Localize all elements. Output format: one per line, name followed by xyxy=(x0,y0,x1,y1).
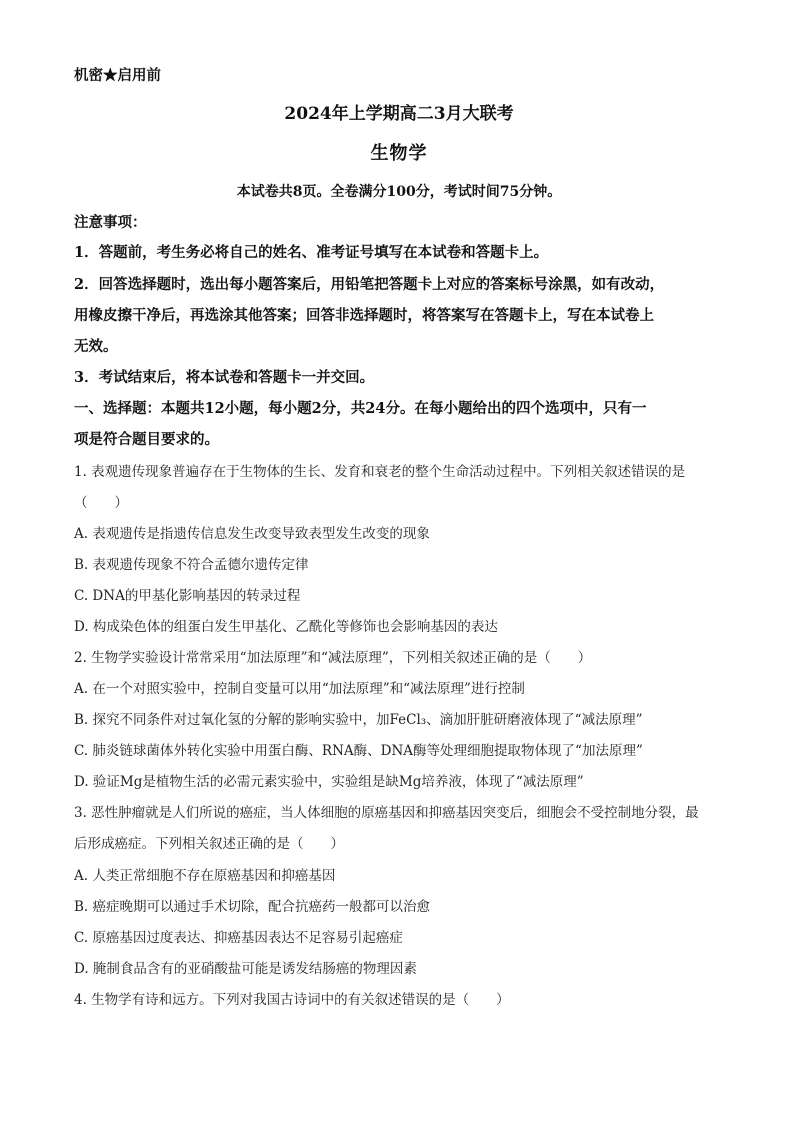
q3-option-c: C. 原癌基因过度表达、抑癌基因表达不足容易引起癌症 xyxy=(74,930,403,946)
q2-option-b: B. 探究不同条件对过氧化氢的分解的影响实验中，加FeCl₃、滴加肝脏研磨液体现了“减法原理” xyxy=(74,712,643,728)
exam-info: 本试卷共8页。全卷满分100分，考试时间75分钟。 xyxy=(236,184,562,200)
notice-item-2-line-2: 用橡皮擦干净后，再选涂其他答案；回答非选择题时，将答案写在答题卡上，写在本试卷上 xyxy=(74,307,654,324)
q2-option-a: A. 在一个对照实验中，控制自变量可以用“加法原理”和“减法原理”进行控制 xyxy=(74,681,525,697)
q1-option-d: D. 构成染色体的组蛋白发生甲基化、乙酰化等修饰也会影响基因的表达 xyxy=(74,619,498,635)
q2-stem: 2. 生物学实验设计常常采用“加法原理”和“减法原理”，下列相关叙述正确的是（ ） xyxy=(74,650,592,666)
confidential-label: 机密★启用前 xyxy=(74,67,161,84)
section-heading-line-2: 项是符合题目要求的。 xyxy=(74,431,219,448)
q1-option-a: A. 表观遗传是指遗传信息发生改变导致表型发生改变的现象 xyxy=(74,526,430,542)
notice-heading: 注意事项： xyxy=(74,214,147,231)
q2-option-d: D. 验证Mg是植物生活的必需元素实验中，实验组是缺Mg培养液，体现了“减法原理” xyxy=(74,774,584,790)
q3-option-a: A. 人类正常细胞不存在原癌基因和抑癌基因 xyxy=(74,868,336,884)
q3-option-d: D. 腌制食品含有的亚硝酸盐可能是诱发结肠癌的物理因素 xyxy=(74,961,417,977)
q2-option-c: C. 肺炎链球菌体外转化实验中用蛋白酶、RNA酶、DNA酶等处理细胞提取物体现了“加法原理” xyxy=(74,743,643,759)
notice-item-2-line-1: 2．回答选择题时，选出每小题答案后，用铅笔把答题卡上对应的答案标号涂黑，如有改动， xyxy=(74,276,665,293)
section-heading-line-1: 一、选择题：本题共12小题，每小题2分，共24分。在每小题给出的四个选项中，只有一 xyxy=(74,400,647,417)
exam-title: 2024年上学期高二3月大联考 xyxy=(284,104,514,124)
q1-stem-line-2: （ ） xyxy=(74,495,128,511)
notice-item-1: 1．答题前，考生务必将自己的姓名、准考证号填写在本试卷和答题卡上。 xyxy=(74,244,549,261)
subject-title: 生物学 xyxy=(370,143,428,164)
notice-item-3: 3．考试结束后，将本试卷和答题卡一并交回。 xyxy=(74,369,375,386)
q3-option-b: B. 癌症晚期可以通过手术切除，配合抗癌药一般都可以治愈 xyxy=(74,899,431,915)
q4-stem: 4. 生物学有诗和远方。下列对我国古诗词中的有关叙述错误的是（ ） xyxy=(74,992,510,1008)
q1-option-c: C. DNA的甲基化影响基因的转录过程 xyxy=(74,588,301,604)
q3-stem-line-2: 后形成癌症。下列相关叙述正确的是（ ） xyxy=(74,836,344,852)
q3-stem-line-1: 3. 恶性肿瘤就是人们所说的癌症，当人体细胞的原癌基因和抑癌基因突变后，细胞会不受控制地分裂，最 xyxy=(74,805,699,821)
q1-stem-line-1: 1. 表观遗传现象普遍存在于生物体的生长、发育和衰老的整个生命活动过程中。下列相关叙述错误的是 xyxy=(74,464,686,480)
notice-item-2-line-3: 无效。 xyxy=(74,338,118,355)
q1-option-b: B. 表观遗传现象不符合孟德尔遗传定律 xyxy=(74,557,309,573)
